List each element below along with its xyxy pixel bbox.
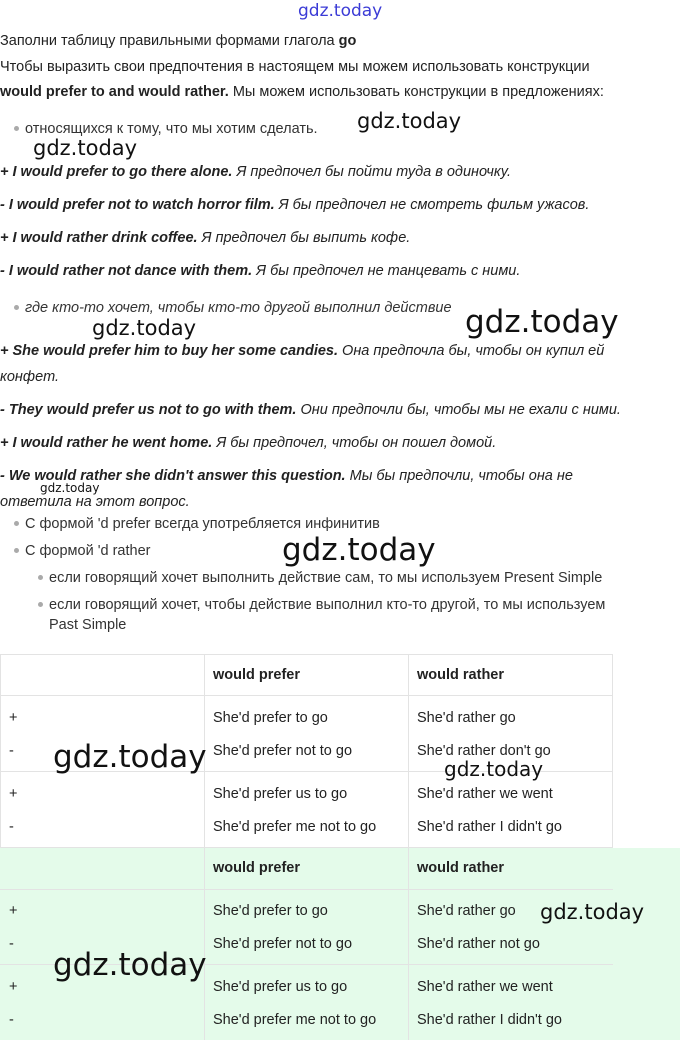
- row-sign: -: [9, 1012, 14, 1028]
- example-line: [0, 228, 410, 248]
- table-border: [408, 848, 409, 1040]
- example-en: + I would prefer to go there alone.: [0, 164, 233, 180]
- bullet-dot: [14, 521, 19, 526]
- example-line: [0, 261, 520, 281]
- example-ru: Она предпочла бы, чтобы он купил ей: [338, 343, 605, 359]
- watermark: gdz.today: [33, 136, 138, 160]
- table-border: [0, 654, 1, 848]
- example-en: + I would rather drink coffee.: [0, 230, 198, 246]
- sub-rule-text: если говорящий хочет, чтобы действие выполнил кто-то другой, то мы используем: [49, 597, 606, 613]
- bullet-dot: [38, 602, 43, 607]
- sub-rule-text: если говорящий хочет выполнить действие сам, то мы используем Present Simple: [49, 570, 603, 586]
- bullet-dot: [38, 575, 43, 580]
- bullet-dot: [14, 548, 19, 553]
- cell-prefer: She'd prefer us to go: [213, 979, 348, 995]
- cell-rather: She'd rather go: [417, 710, 516, 726]
- rule-bullet: [14, 514, 380, 534]
- watermark: gdz.today: [282, 532, 436, 568]
- example-ru-continued: конфет.: [0, 369, 60, 385]
- header-would-prefer: would prefer: [213, 667, 301, 683]
- row-sign: +: [9, 979, 18, 995]
- example-en: - They would prefer us not to go with them.: [0, 402, 297, 418]
- watermark: gdz.today: [92, 316, 197, 340]
- watermark: gdz.today: [444, 757, 544, 781]
- example-ru-continued: ответила на этот вопрос.: [0, 494, 190, 510]
- row-sign: -: [9, 936, 14, 952]
- intro-constructions: would prefer to and would rather.: [0, 84, 229, 100]
- section2-bullet: [14, 298, 452, 318]
- cell-rather: She'd rather I didn't go: [417, 819, 562, 835]
- example-en: + She would prefer him to buy her some candies.: [0, 343, 339, 359]
- example-en: - I would rather not dance with them.: [0, 263, 253, 279]
- example-ru: Мы бы предпочли, чтобы она не: [345, 468, 573, 484]
- cell-rather: She'd rather don't go: [417, 743, 551, 759]
- table-border: [612, 654, 613, 848]
- example-ru: Я бы предпочел не смотреть фильм ужасов.: [274, 197, 590, 213]
- cell-prefer: She'd prefer me not to go: [213, 1012, 377, 1028]
- intro-line-2: Чтобы выразить свои предпочтения в настоящем мы можем использовать конструкции: [0, 59, 590, 75]
- example-en: + I would rather he went home.: [0, 435, 213, 451]
- cell-rather: She'd rather go: [417, 903, 516, 919]
- intro-line-3: [0, 82, 604, 102]
- example-ru: Я предпочел бы пойти туда в одиночку.: [232, 164, 512, 180]
- task-instruction: [0, 31, 356, 51]
- answer-table-corrected: [0, 848, 680, 1040]
- example-line: [0, 433, 496, 453]
- sub-rule-text-continued: Past Simple: [49, 617, 127, 633]
- example-line: [0, 400, 621, 420]
- cell-prefer: She'd prefer us to go: [213, 786, 348, 802]
- section1-bullet-text: относящихся к тому, что мы хотим сделать.: [25, 121, 318, 137]
- example-line: [0, 162, 511, 182]
- example-ru: Я бы предпочел не танцевать с ними.: [252, 263, 521, 279]
- rule-text: С формой 'd prefer всегда употребляется инфинитив: [25, 516, 380, 532]
- bullet-dot: [14, 126, 19, 131]
- header-would-prefer: would prefer: [213, 860, 301, 876]
- row-sign: -: [9, 743, 14, 759]
- watermark: gdz.today: [465, 304, 619, 340]
- example-line: [0, 341, 604, 361]
- table-border: [0, 654, 613, 655]
- cell-rather: She'd rather we went: [417, 786, 553, 802]
- cell-rather: She'd rather I didn't go: [417, 1012, 562, 1028]
- cell-prefer: She'd prefer to go: [213, 710, 328, 726]
- sub-rule-bullet: [38, 595, 605, 615]
- bullet-dot: [14, 305, 19, 310]
- cell-rather: She'd rather not go: [417, 936, 540, 952]
- table-border: [0, 889, 613, 890]
- rule-text: С формой 'd rather: [25, 543, 151, 559]
- intro-line-3-text: Мы можем использовать конструкции в предложениях:: [228, 84, 604, 100]
- example-en: - I would prefer not to watch horror film.: [0, 197, 275, 213]
- example-ru: Я бы предпочел, чтобы он пошел домой.: [212, 435, 497, 451]
- row-sign: +: [9, 786, 18, 802]
- watermark: gdz.today: [540, 900, 645, 924]
- task-instruction-text: Заполни таблицу правильными формами глагола: [0, 33, 339, 49]
- watermark: gdz.today: [357, 109, 462, 133]
- row-sign: +: [9, 710, 18, 726]
- example-line: [0, 195, 589, 215]
- table-border: [0, 695, 613, 696]
- cell-prefer: She'd prefer me not to go: [213, 819, 377, 835]
- table-border: [204, 848, 205, 1040]
- watermark: gdz.today: [40, 481, 100, 495]
- watermark-top: gdz.today: [298, 1, 383, 21]
- watermark: gdz.today: [53, 739, 207, 775]
- watermark: gdz.today: [53, 947, 207, 983]
- header-would-rather: would rather: [417, 667, 505, 683]
- cell-prefer: She'd prefer to go: [213, 903, 328, 919]
- example-en: - We would rather she didn't answer this question.: [0, 468, 346, 484]
- task-verb: go: [338, 33, 357, 49]
- rule-bullet: [14, 541, 150, 561]
- cell-prefer: She'd prefer not to go: [213, 936, 353, 952]
- example-ru: Они предпочли бы, чтобы мы не ехали с ними.: [296, 402, 621, 418]
- header-would-rather: would rather: [417, 860, 505, 876]
- cell-rather: She'd rather we went: [417, 979, 553, 995]
- sub-rule-bullet: [38, 568, 602, 588]
- row-sign: -: [9, 819, 14, 835]
- table-border: [408, 654, 409, 848]
- cell-prefer: She'd prefer not to go: [213, 743, 353, 759]
- row-sign: +: [9, 903, 18, 919]
- example-ru: Я предпочел бы выпить кофе.: [197, 230, 411, 246]
- section2-bullet-text: где кто-то хочет, чтобы кто-то другой выполнил действие: [25, 300, 452, 316]
